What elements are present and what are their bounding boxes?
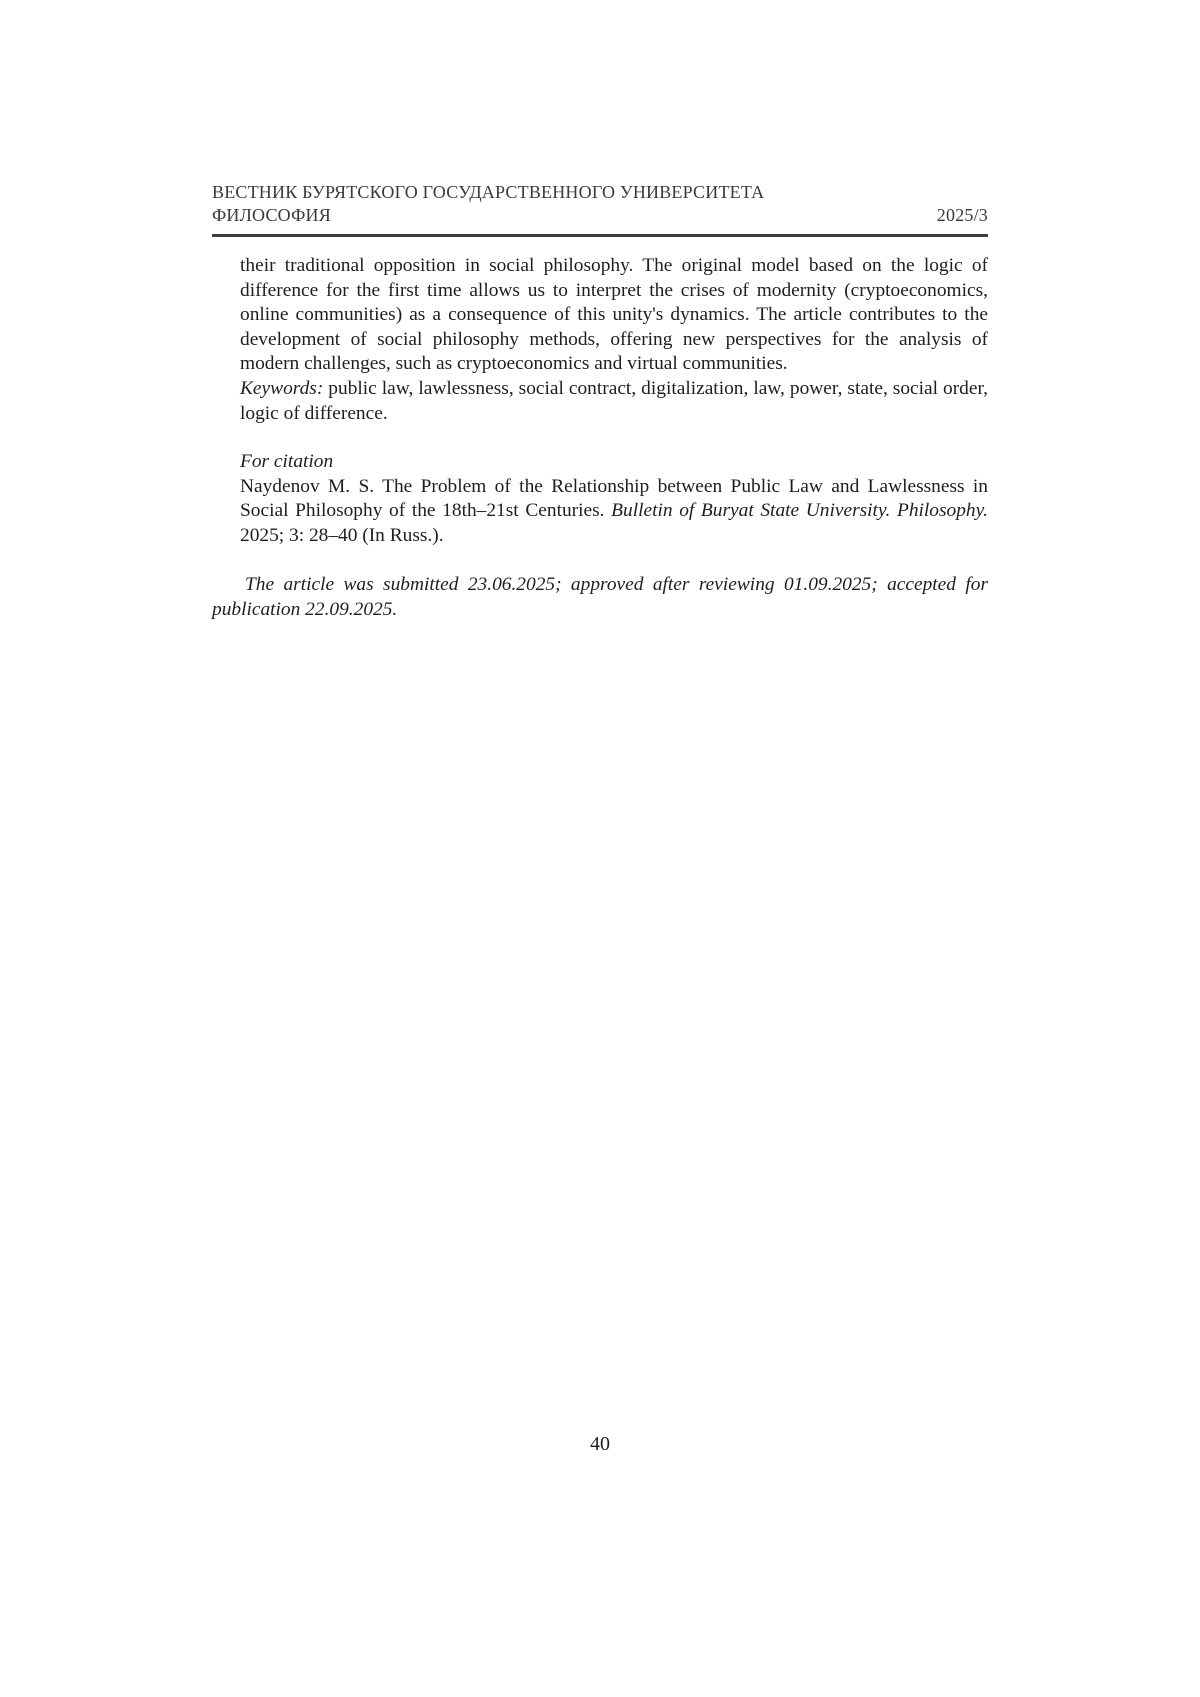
citation-journal-name: Bulletin of Buryat State University. Philosophy. (611, 500, 989, 522)
page-number: 40 (590, 1433, 610, 1455)
abstract-text: their traditional opposition in social philosophy. The original model based on the logic of difference for the first time allows us to interpret the crises of modernity (cryptoeconomics, online communities) as a consequence of this unity's dynamics. The article contributes to the development of social philosophy methods, offering new perspectives for the analysis of modern challenges, such as cryptoeconomics and virtual communities. (240, 255, 988, 375)
submission-dates: The article was submitted 23.06.2025; approved after reviewing 01.09.2025; accepted for publication 22.09.2025. (212, 574, 988, 620)
keywords-paragraph (240, 377, 988, 426)
for-citation-heading: For citation (240, 451, 334, 473)
issue-number: 2025/3 (936, 205, 988, 225)
citation-volume-pages: 2025; 3: 28–40 (In Russ.). (240, 524, 444, 546)
abstract-block (240, 254, 988, 549)
running-head-row2 (212, 204, 988, 227)
keywords-text: public law, lawlessness, social contract, digitalization, law, power, state, social order, logic of difference. (240, 377, 988, 424)
citation-paragraph (240, 475, 988, 549)
journal-section: ФИЛОСОФИЯ (212, 205, 331, 225)
page-content (212, 0, 988, 622)
keywords-label: Keywords: (240, 377, 324, 399)
header-rule (212, 234, 988, 237)
running-head (212, 0, 988, 237)
citation-authors-title: Naydenov M. S. The Problem of the Relationship between Public Law and Lawlessness in Social Philosophy of the 18th–21st Centuries. (240, 475, 988, 522)
journal-title: ВЕСТНИК БУРЯТСКОГО ГОСУДАРСТВЕННОГО УНИВЕРСИТЕТА (212, 182, 765, 202)
abstract-paragraph (240, 254, 988, 377)
